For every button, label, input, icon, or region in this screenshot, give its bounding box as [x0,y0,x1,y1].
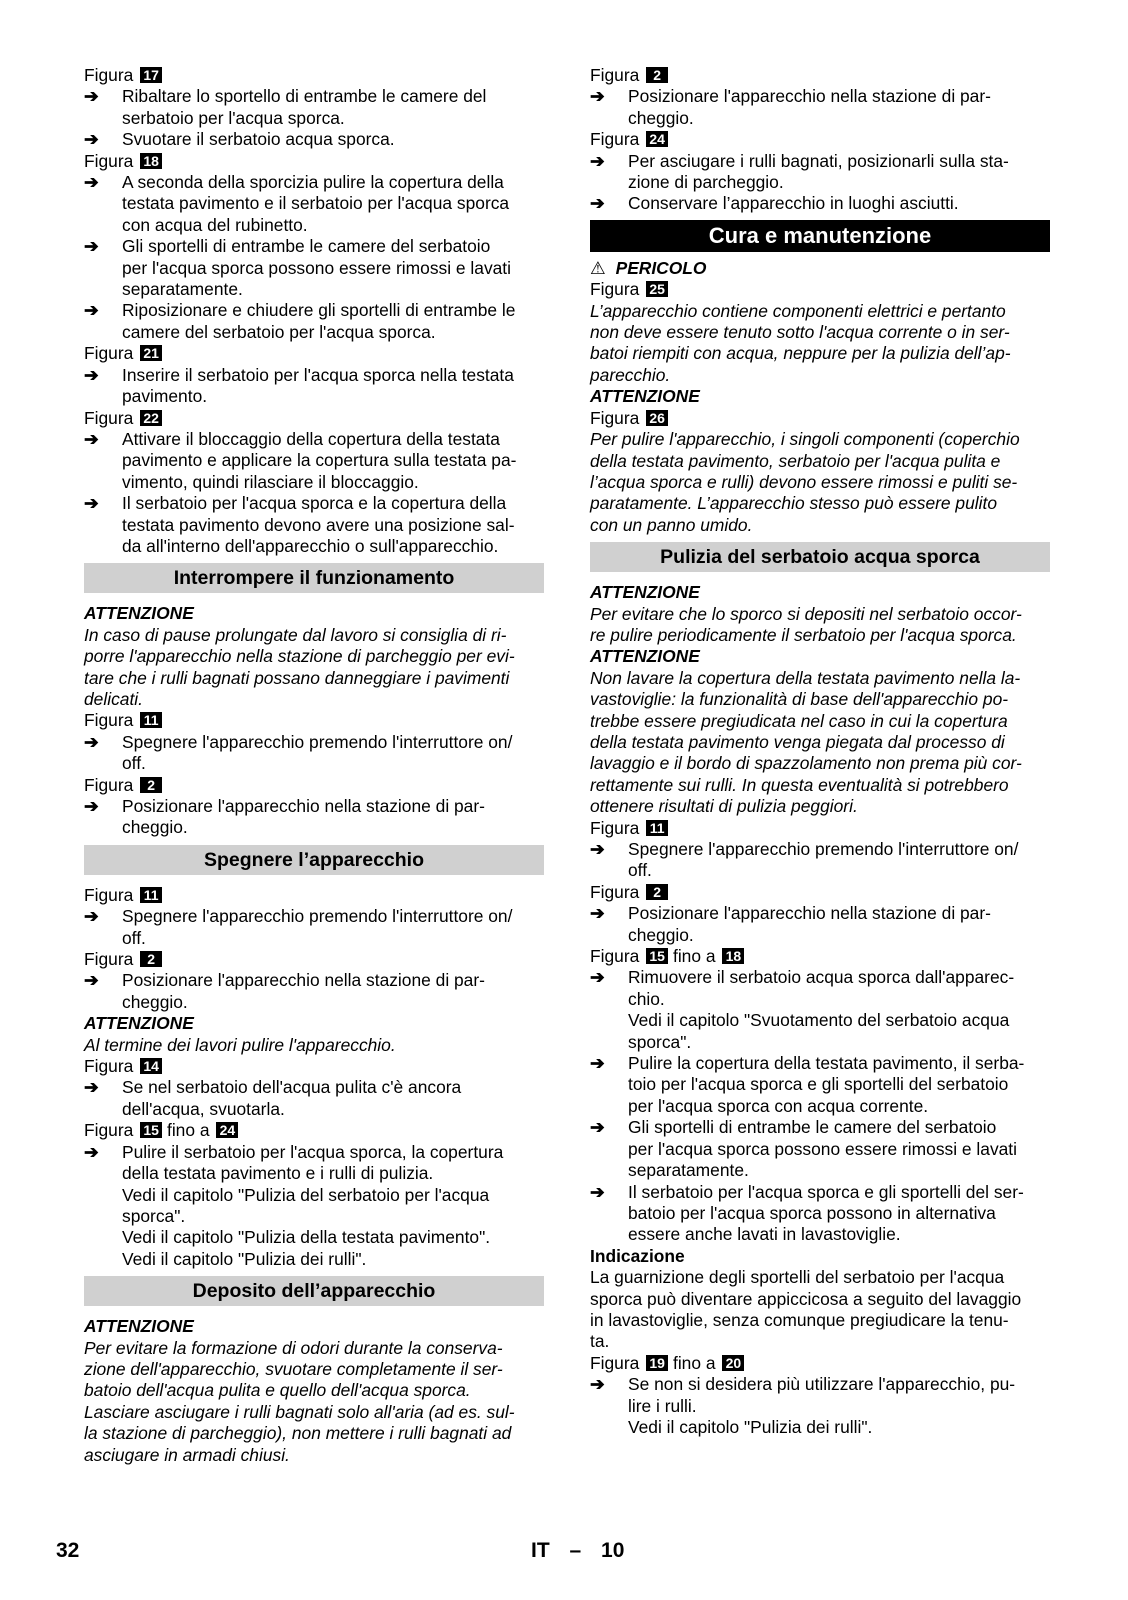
text-line: In caso di pause prolungate dal lavoro si consiglia di ri- [84,624,507,645]
text-line: Spegnere l'apparecchio premendo l'interruttore on/ [122,906,513,927]
text-line: Se nel serbatoio dell'acqua pulita c'è ancora [122,1077,462,1098]
arrow-icon: ➔ [590,1374,605,1395]
figure-reference [84,710,544,731]
figure-number-badge: 2 [140,951,162,967]
text-line: Il serbatoio per l'acqua sporca e la copertura della [122,493,507,514]
italic-note [84,1035,544,1056]
text-line: Per pulire l'apparecchio, i singoli componenti (coperchio [590,429,1020,450]
figure-reference [590,279,1050,300]
arrow-icon: ➔ [84,1077,99,1098]
arrow-icon: ➔ [84,731,99,752]
text-line: porre l'apparecchio nella stazione di parcheggio per evi- [84,646,515,667]
figure-label: Figura [84,150,134,171]
text-line: serbatoio per l'acqua sporca. [122,107,345,128]
figure-reference [84,949,544,970]
figure-number-badge: 14 [140,1058,162,1074]
attention-label: ATTENZIONE [590,386,700,407]
instruction-step [590,903,1050,946]
figure-reference [84,343,544,364]
text-line: tare che i rulli bagnati possano danneggiare i pavimenti [84,667,510,688]
figure-number-badge: 11 [140,887,162,903]
text-line: chio. [628,988,665,1009]
figure-number-badge: 19 [646,1355,668,1371]
text-line: Posizionare l'apparecchio nella stazione di par- [628,903,991,924]
text-line: camere del serbatoio per l'acqua sporca. [122,321,436,342]
arrow-icon: ➔ [84,1141,99,1162]
text-line: Spegnere l'apparecchio premendo l'interruttore on/ [122,731,513,752]
instruction-step [590,967,1050,1010]
text-line: Spegnere l'apparecchio premendo l'interruttore on/ [628,839,1019,859]
figure-number-badge: 15 [140,1122,162,1138]
figure-label: Figura [84,1120,134,1141]
figure-reference [84,775,544,796]
instruction-step [84,129,544,150]
step-continuation [590,1010,1050,1053]
arrow-icon: ➔ [84,796,99,816]
figure-number-badge: 2 [140,777,162,793]
figure-label: Figura [590,65,640,85]
text-line: da all'interno dell'apparecchio o sull'apparecchio. [122,535,499,556]
figure-label: Figura [84,1056,134,1077]
text-line: Vedi il capitolo "Pulizia dei rulli". [628,1416,873,1437]
text-line: in lavastoviglie, senza comunque pregiudicare la tenu- [590,1309,1009,1330]
instruction-step [84,172,544,236]
text-line: ta. [590,1331,610,1352]
text-line: La guarnizione degli sportelli del serbatoio per l'acqua [590,1267,1005,1288]
instruction-step [84,796,544,839]
instruction-step [590,1053,1050,1117]
text-line: Vedi il capitolo "Pulizia del serbatoio per l'acqua [122,1184,490,1205]
warning-triangle-icon: ⚠ [590,257,606,278]
instruction-step [590,1182,1050,1246]
text-line: testata pavimento e il serbatoio per l'acqua sporca [122,193,510,214]
figure-number-badge: 24 [216,1122,238,1138]
text-line: della testata pavimento e i rulli di pulizia. [122,1163,434,1184]
instruction-step [590,1374,1050,1417]
instruction-step [84,236,544,300]
arrow-icon: ➔ [590,1181,605,1202]
text-line: paratamente. L’apparecchio stesso può essere pulito [590,493,998,514]
danger-label [590,258,1050,279]
section-heading: Deposito dell’apparecchio [84,1276,544,1306]
text-line: Riposizionare e chiudere gli sportelli di entrambe le [122,300,516,321]
text-line: non deve essere tenuto sotto l'acqua corrente o in ser- [590,322,1010,343]
figure-reference [84,1056,544,1077]
arrow-icon: ➔ [84,428,99,449]
figure-reference [84,1120,544,1141]
arrow-icon: ➔ [590,967,605,988]
figure-number-badge: 11 [140,712,162,728]
attention-label: ATTENZIONE [84,1013,194,1034]
figure-number-badge: 20 [722,1355,744,1371]
text-line: Posizionare l'apparecchio nella stazione di par- [122,970,485,991]
figure-range-label: fino a [672,1352,716,1373]
text-line: Per evitare che lo sporco si depositi nel serbatoio occor- [590,603,1022,624]
arrow-icon: ➔ [84,236,99,257]
attention-label: ATTENZIONE [590,582,700,603]
arrow-icon: ➔ [84,970,99,991]
right-column [590,65,1050,1438]
figure-label: Figura [84,407,134,428]
instruction-step [84,970,544,1013]
text-line: off. [628,860,652,881]
text-line: Inserire il serbatoio per l'acqua sporca nella testata [122,364,514,385]
figure-reference [590,65,1050,86]
text-line: rettamente sui rulli. In questa eventualità si potrebbero [590,774,1009,795]
text-line: Gli sportelli di entrambe le camere del serbatoio [122,236,491,257]
figure-reference [590,408,1050,429]
figure-number-badge: 18 [140,153,162,169]
figure-label: Figura [84,949,134,970]
text-line: toio per l'acqua sporca e gli sportelli del serbatoio [628,1074,1009,1095]
arrow-icon: ➔ [84,300,99,321]
figure-reference [84,65,544,86]
text-line: l’acqua sporca e rulli) devono essere rimossi e puliti se- [590,471,1018,492]
arrow-icon: ➔ [84,364,99,385]
instruction-step [84,732,544,775]
instruction-step [84,1077,544,1120]
text-line: Al termine dei lavori pulire l'apparecchio. [84,1034,396,1055]
figure-label: Figura [590,407,640,428]
text-line: asciugare in armadi chiusi. [84,1444,290,1465]
text-line: Pulire il serbatoio per l'acqua sporca, la copertura [122,1141,504,1162]
arrow-icon: ➔ [84,86,99,107]
arrow-icon: ➔ [84,129,99,150]
figure-label: Figura [84,710,134,731]
figure-label: Figura [590,817,640,838]
text-line: ottenere risultati di pulizia peggiori. [590,796,858,817]
text-line: vastoviglie: la funzionalità di base dell'apparecchio po- [590,689,1009,710]
instruction-step [590,193,1050,214]
figure-range-label: fino a [672,946,716,967]
text-line: vimento, quindi rilasciare il bloccaggio. [122,471,419,492]
instruction-step [590,1117,1050,1181]
instruction-step [84,1142,544,1185]
figure-number-badge: 15 [646,948,668,964]
text-line: pavimento e applicare la copertura sulla testata pa- [122,450,517,471]
text-line: con acqua del rubinetto. [122,214,308,235]
attention-label: ATTENZIONE [590,646,700,667]
text-line: Svuotare il serbatoio acqua sporca. [122,129,395,150]
arrow-icon: ➔ [590,903,605,924]
text-line: la stazione di parcheggio), non mettere i rulli bagnati ad [84,1423,512,1444]
section-heading: Spegnere l’apparecchio [84,845,544,875]
text-line: Posizionare l'apparecchio nella stazione di par- [628,86,991,107]
figure-number-badge: 22 [140,410,162,426]
text-line: L’apparecchio contiene componenti elettrici e pertanto [590,300,1006,321]
step-continuation [590,1417,1050,1438]
instruction-step [84,906,544,949]
text-line: della testata pavimento, serbatoio per l'acqua pulita e [590,450,1001,471]
text-line: dell'acqua, svuotarla. [122,1098,285,1119]
figure-reference [84,408,544,429]
text-line: per l'acqua sporca possono essere rimossi e lavati [628,1138,1018,1159]
step-continuation [84,1185,544,1271]
text-line: Vedi il capitolo "Pulizia della testata pavimento". [122,1227,491,1248]
text-line: Se non si desidera più utilizzare l'apparecchio, pu- [628,1374,1016,1395]
figure-label: Figura [84,884,134,905]
figure-reference [590,818,1050,839]
figure-reference [590,129,1050,150]
text-line: Rimuovere il serbatoio acqua sporca dall'apparec- [628,967,1015,988]
text-line: cheggio. [628,924,694,945]
page-number: 32 [56,1539,80,1562]
text-line: con un panno umido. [590,514,753,535]
text-line: trebbe essere pregiudicata nel caso in cui la copertura [590,710,1008,731]
text-line: Pulire la copertura della testata pavimento, il serba- [628,1053,1025,1074]
figure-range-label: fino a [166,1120,210,1141]
instruction-step [84,300,544,343]
text-line: batoio dell'acqua pulita e quello dell'acqua sporca. [84,1380,471,1401]
text-line: Vedi il capitolo "Pulizia dei rulli". [122,1248,367,1269]
figure-reference [84,885,544,906]
text-line: Vedi il capitolo "Svuotamento del serbatoio acqua [628,1010,1010,1031]
text-line: Il serbatoio per l'acqua sporca e gli sportelli del ser- [628,1181,1024,1202]
text-line: off. [122,927,146,948]
arrow-icon: ➔ [84,906,99,927]
text-line: per l'acqua sporca possono essere rimossi e lavati [122,257,512,278]
text-line: Gli sportelli di entrambe le camere del serbatoio [628,1117,997,1138]
text-line: re pulire periodicamente il serbatoio per l'acqua sporca. [590,624,1017,645]
text-line: off. [122,753,146,774]
italic-note [590,301,1050,387]
figure-label: Figura [590,946,640,967]
body-paragraph [590,1267,1050,1353]
text-line: Non lavare la copertura della testata pavimento nella la- [590,667,1021,688]
figure-label: Figura [84,343,134,364]
figure-reference [590,1353,1050,1374]
attention-label: ATTENZIONE [84,603,194,624]
italic-note [84,625,544,711]
arrow-icon: ➔ [590,150,605,171]
note-heading: Indicazione [590,1245,685,1266]
arrow-icon: ➔ [84,172,99,193]
figure-number-badge: 24 [646,131,668,147]
figure-label: Figura [84,65,134,85]
arrow-icon: ➔ [590,1117,605,1138]
italic-note [590,429,1050,536]
figure-number-badge: 25 [646,281,668,297]
arrow-icon: ➔ [590,86,605,107]
text-line: sporca". [628,1031,692,1052]
instruction-step [590,839,1050,882]
instruction-step [590,86,1050,129]
instruction-step [84,429,544,493]
figure-number-badge: 11 [646,820,668,836]
figure-label: Figura [590,881,640,902]
text-line: batoio per l'acqua sporca possono in alternativa [628,1202,996,1223]
text-line: Per asciugare i rulli bagnati, posizionarli sulla sta- [628,150,1009,171]
text-line: separatamente. [628,1160,749,1181]
text-line: lire i rulli. [628,1395,697,1416]
instruction-step [84,86,544,129]
figure-number-badge: 18 [722,948,744,964]
figure-label: Figura [84,774,134,795]
text-line: A seconda della sporcizia pulire la copertura della [122,172,504,193]
left-column [84,65,544,1466]
text-line: Posizionare l'apparecchio nella stazione di par- [122,796,485,816]
arrow-icon: ➔ [590,1053,605,1074]
text-line: separatamente. [122,279,243,300]
text-line: Attivare il bloccaggio della copertura della testata [122,428,500,449]
section-heading: Interrompere il funzionamento [84,563,544,593]
instruction-step [590,151,1050,194]
instruction-step [84,493,544,557]
arrow-icon: ➔ [590,839,605,859]
text-line: sporca può diventare appiccicosa a seguito del lavaggio [590,1288,1022,1309]
text-line: della testata pavimento venga piegata dal processo di [590,731,1005,752]
section-page-label: IT – 10 [531,1539,625,1562]
text-line: pavimento. [122,386,208,407]
figure-reference [590,946,1050,967]
text-line: cheggio. [122,991,188,1012]
figure-reference [590,882,1050,903]
figure-label: Figura [590,129,640,150]
text-line: Conservare l’apparecchio in luoghi asciutti. [628,193,959,214]
text-line: cheggio. [628,107,694,128]
figure-number-badge: 2 [646,884,668,900]
text-line: lavaggio e il bordo di spazzolamento non prema più cor- [590,753,1022,774]
danger-text: PERICOLO [615,257,707,278]
text-line: cheggio. [122,817,188,838]
chapter-heading: Cura e manutenzione [590,220,1050,252]
text-line: parecchio. [590,364,671,385]
instruction-step [84,365,544,408]
text-line: zione di parcheggio. [628,172,784,193]
figure-label: Figura [590,279,640,300]
text-line: delicati. [84,688,143,709]
text-line: essere anche lavati in lavastoviglie. [628,1224,901,1245]
arrow-icon: ➔ [590,193,605,214]
text-line: Lasciare asciugare i rulli bagnati solo all'aria (ad es. sul- [84,1401,515,1422]
figure-number-badge: 2 [646,67,668,83]
text-line: zione dell'apparecchio, svuotare completamente il ser- [84,1358,503,1379]
text-line: batoi riempiti con acqua, neppure per la pulizia dell’ap- [590,343,1011,364]
figure-reference [84,151,544,172]
text-line: sporca". [122,1205,186,1226]
attention-label: ATTENZIONE [84,1316,194,1337]
italic-note [84,1338,544,1466]
section-heading: Pulizia del serbatoio acqua sporca [590,542,1050,572]
figure-number-badge: 21 [140,345,162,361]
text-line: Ribaltare lo sportello di entrambe le camere del [122,86,487,107]
italic-note [590,604,1050,647]
text-line: per l'acqua sporca con acqua corrente. [628,1095,929,1116]
text-line: Per evitare la formazione di odori durante la conserva- [84,1337,503,1358]
figure-number-badge: 17 [140,67,162,83]
figure-number-badge: 26 [646,410,668,426]
text-line: testata pavimento devono avere una posizione sal- [122,514,515,535]
arrow-icon: ➔ [84,493,99,514]
figure-label: Figura [590,1352,640,1373]
italic-note [590,668,1050,818]
